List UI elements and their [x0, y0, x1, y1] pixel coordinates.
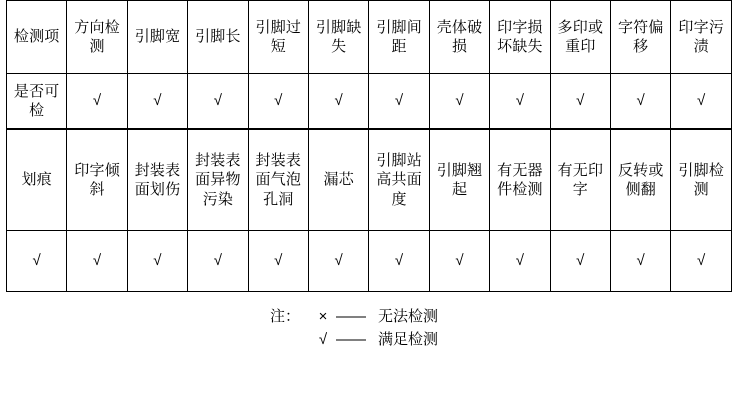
legend-text: 满足检测: [378, 330, 439, 348]
check-cell: √: [309, 231, 369, 292]
check-cell: √: [248, 231, 308, 292]
column-header: 封装表面气泡孔洞: [248, 130, 308, 231]
legend-dash: ——: [336, 308, 366, 325]
column-header: 引脚长: [188, 1, 248, 74]
column-header: 有无器件检测: [490, 130, 550, 231]
table-row: [7, 130, 732, 231]
check-icon: √: [318, 330, 328, 348]
legend-text: 无法检测: [378, 308, 439, 325]
column-header: 引脚间距: [369, 1, 429, 74]
check-cell: √: [429, 231, 489, 292]
check-cell: √: [188, 74, 248, 129]
table-row: [7, 1, 732, 74]
column-header: 壳体破损: [429, 1, 489, 74]
legend-label: 注：: [270, 308, 301, 325]
check-cell: √: [611, 74, 671, 129]
check-cell: √: [550, 74, 610, 129]
column-header: 多印或重印: [550, 1, 610, 74]
column-header: 封装表面异物污染: [188, 130, 248, 231]
check-cell: √: [67, 74, 127, 129]
check-cell: √: [429, 74, 489, 129]
check-cell: √: [7, 231, 67, 292]
column-header: 引脚站高共面度: [369, 130, 429, 231]
column-header: 印字倾斜: [67, 130, 127, 231]
check-cell: √: [309, 74, 369, 129]
row-header-checkable: 是否可检: [7, 74, 67, 129]
column-header: 印字损坏缺失: [490, 1, 550, 74]
column-header: 引脚过短: [248, 1, 308, 74]
column-header: 引脚翘起: [429, 130, 489, 231]
check-cell: √: [490, 231, 550, 292]
check-cell: √: [127, 74, 187, 129]
row-header-detection-item: 检测项: [7, 1, 67, 74]
column-header: 引脚缺失: [309, 1, 369, 74]
legend-notes: [0, 306, 738, 351]
check-cell: √: [67, 231, 127, 292]
column-header: 有无印字: [550, 130, 610, 231]
check-cell: √: [671, 231, 732, 292]
check-cell: √: [671, 74, 732, 129]
column-header: 反转或侧翻: [611, 130, 671, 231]
check-cell: √: [611, 231, 671, 292]
column-header: 划痕: [7, 130, 67, 231]
table-row: [7, 231, 732, 292]
legend-row-unavailable: [270, 306, 738, 329]
column-header: 封装表面划伤: [127, 130, 187, 231]
column-header: 漏芯: [309, 130, 369, 231]
cross-icon: ×: [318, 308, 328, 325]
check-cell: √: [188, 231, 248, 292]
check-cell: √: [550, 231, 610, 292]
table-row: [7, 74, 732, 129]
column-header: 引脚宽: [127, 1, 187, 74]
check-cell: √: [369, 231, 429, 292]
check-cell: √: [127, 231, 187, 292]
detection-items-table-1: [6, 0, 732, 129]
column-header: 引脚检测: [671, 130, 732, 231]
legend-row-available: [270, 329, 738, 352]
column-header: 印字污渍: [671, 1, 732, 74]
legend-dash: ——: [336, 330, 366, 348]
column-header: 字符偏移: [611, 1, 671, 74]
column-header: 方向检测: [67, 1, 127, 74]
check-cell: √: [369, 74, 429, 129]
detection-items-table-2: [6, 129, 732, 292]
check-cell: √: [490, 74, 550, 129]
check-cell: √: [248, 74, 308, 129]
